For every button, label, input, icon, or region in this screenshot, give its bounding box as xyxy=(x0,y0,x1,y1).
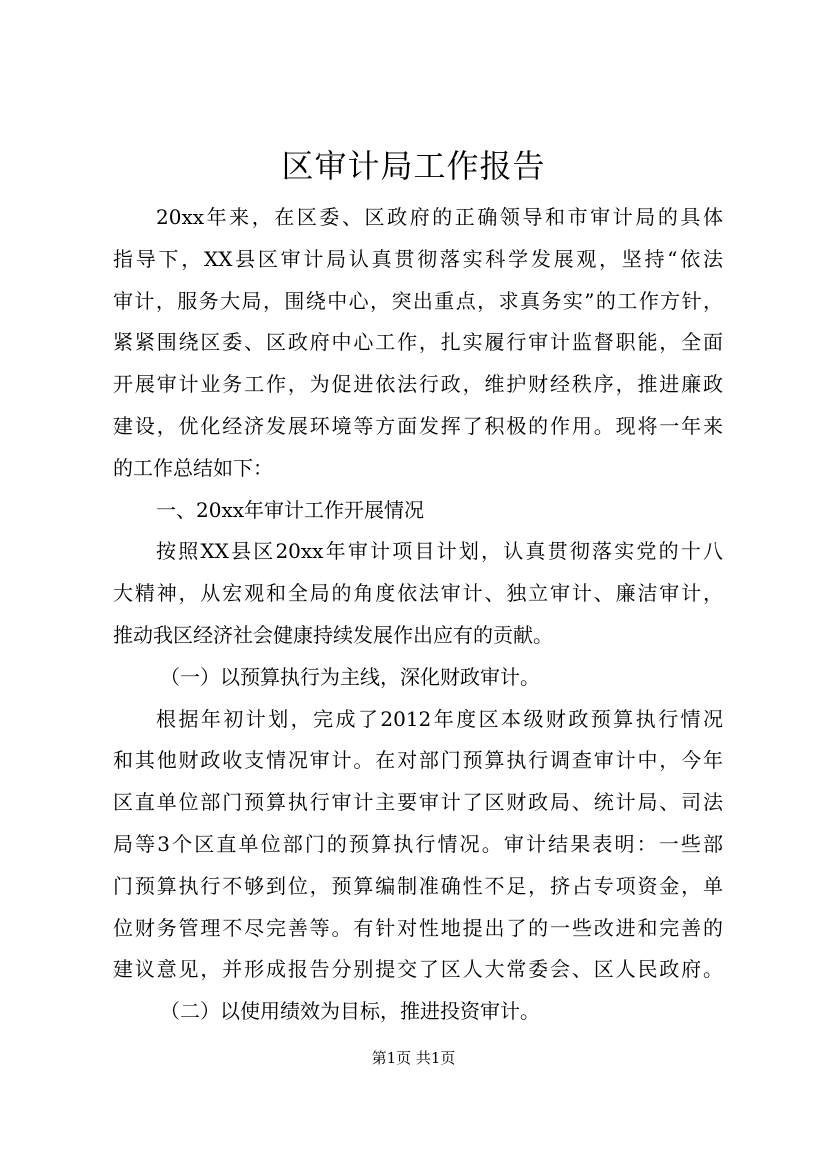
paragraph-line: 区直单位部门预算执行审计主要审计了区财政局、统计局、司法 xyxy=(113,790,723,815)
paragraph-line: 和其他财政收支情况审计。在对部门预算执行调查审计中，今年 xyxy=(113,748,723,773)
paragraph-line: 的工作总结如下： xyxy=(113,455,273,480)
paragraph-line: 20xx年来，在区委、区政府的正确领导和市审计局的具体 xyxy=(156,205,723,229)
paragraph-line: 根据年初计划，完成了2012年度区本级财政预算执行情况 xyxy=(156,706,723,731)
page-footer xyxy=(0,1047,827,1069)
paragraph-line: 局等3个区直单位部门的预算执行情况。审计结果表明：一些部 xyxy=(113,831,723,856)
paragraph-line: 紧紧围绕区委、区政府中心工作，扎实履行审计监督职能，全面 xyxy=(113,330,723,355)
paragraph-line: 审计，服务大局，围绕中心，突出重点，求真务实”的工作方针， xyxy=(113,288,723,313)
paragraph-line: 按照XX县区20xx年审计项目计划，认真贯彻落实党的十八 xyxy=(156,539,723,564)
document-title: 区审计局工作报告 xyxy=(281,147,546,185)
paragraph-line: 大精神，从宏观和全局的角度依法审计、独立审计、廉洁审计， xyxy=(113,581,723,606)
paragraph-line: 开展审计业务工作，为促进依法行政，维护财经秩序，推进廉政 xyxy=(113,372,723,397)
section-heading: 一、20xx年审计工作开展情况 xyxy=(156,497,425,522)
paragraph-line: 指导下，XX县区审计局认真贯彻落实科学发展观，坚持“依法 xyxy=(113,246,723,271)
subsection-heading: （一）以预算执行为主线，深化财政审计。 xyxy=(160,664,540,689)
paragraph-line: 推动我区经济社会健康持续发展作出应有的贡献。 xyxy=(113,622,553,647)
document-body xyxy=(113,197,723,1033)
paragraph-line: 位财务管理不尽完善等。有针对性地提出了的一些改进和完善的 xyxy=(113,915,723,940)
page-indicator: 第1页 共1页 xyxy=(371,1049,456,1067)
paragraph-line: 门预算执行不够到位，预算编制准确性不足，挤占专项资金，单 xyxy=(113,873,723,898)
paragraph-line: 建设，优化经济发展环境等方面发挥了积极的作用。现将一年来 xyxy=(113,413,723,438)
subsection-heading: （二）以使用绩效为目标，推进投资审计。 xyxy=(160,999,540,1024)
paragraph-line: 建议意见，并形成报告分别提交了区人大常委会、区人民政府。 xyxy=(113,957,723,982)
